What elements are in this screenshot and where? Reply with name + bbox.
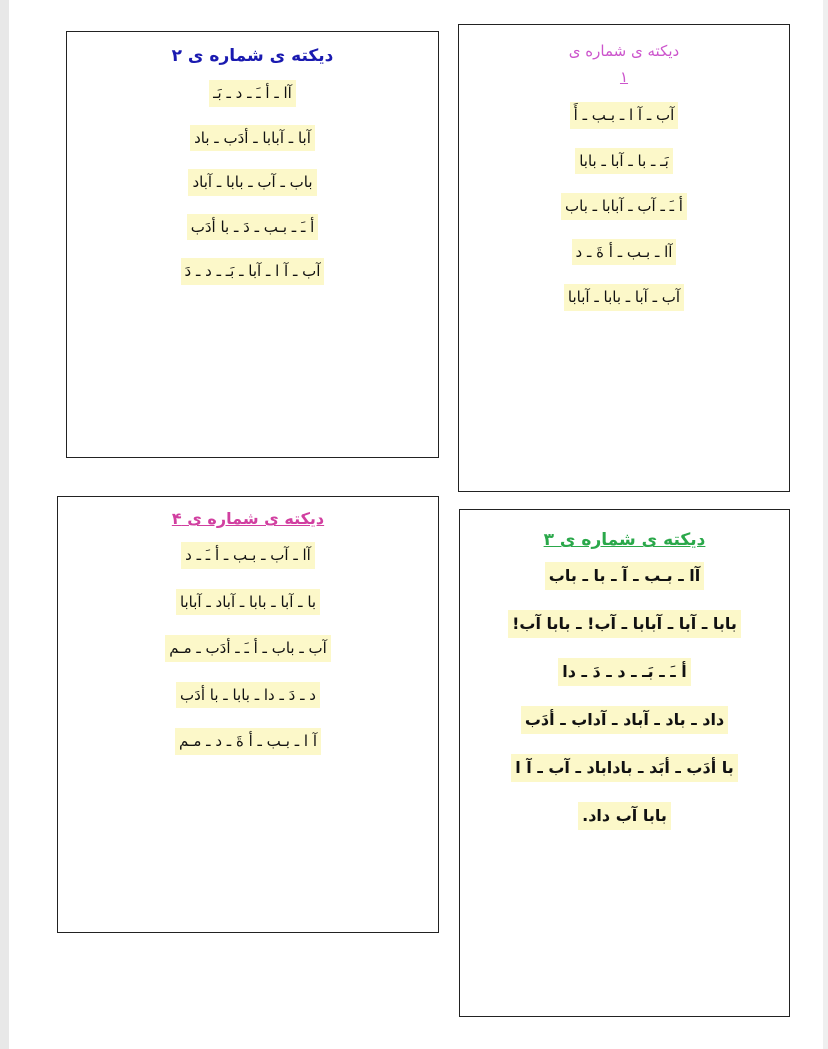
dictation-line xyxy=(79,125,426,152)
page-left-edge xyxy=(0,0,9,1049)
dictation-line xyxy=(471,148,777,175)
dictation-line-text: با ـ آبا ـ بابا ـ آباد ـ آبابا xyxy=(176,589,320,616)
dictation-3-heading-text: دیکته ی شماره ی ۳ xyxy=(543,530,706,550)
dictation-line-text: بَـ ـ با ـ آبا ـ بابا xyxy=(575,148,673,175)
dictation-line-text: داد ـ باد ـ آباد ـ آداب ـ أدَب xyxy=(521,706,728,734)
dictation-line-text: آا ـ آب ـ بـب ـ أ ـَ ـ د xyxy=(181,542,315,569)
dictation-line xyxy=(472,754,777,782)
dictation-3-lines xyxy=(460,562,789,830)
dictation-line-text: أ ـَ ـ بـب ـ دَ ـ با أدَب xyxy=(187,214,319,241)
dictation-4-heading-text: دیکته ی شماره ی ۴ xyxy=(171,509,325,528)
dictation-line xyxy=(472,658,777,686)
dictation-line xyxy=(79,258,426,285)
dictation-line-text: آب ـ آبا ـ بابا ـ آبابا xyxy=(564,284,684,311)
dictation-1-lines xyxy=(459,102,789,311)
dictation-line xyxy=(472,610,777,638)
dictation-line xyxy=(79,169,426,196)
dictation-line xyxy=(70,542,426,569)
dictation-line xyxy=(472,802,777,830)
dictation-3-heading xyxy=(460,530,789,550)
dictation-line-text: آب ـ آ ا ـ بـب ـ أَ xyxy=(570,102,679,129)
dictation-2-heading-text: دیکته ی شماره ی ۲ xyxy=(171,46,334,66)
dictation-card-3 xyxy=(459,509,790,1017)
dictation-line xyxy=(471,284,777,311)
dictation-line-text: آا ـ أ ـَ ـ د ـ بَـ xyxy=(209,80,296,107)
dictation-line-text: آا ـ بـب ـ أ ةَ ـ د xyxy=(572,239,677,266)
dictation-line-text: بابا آب داد. xyxy=(578,802,671,830)
dictation-line xyxy=(472,562,777,590)
dictation-line-text: أ ـَ ـ بَـ ـ د ـ دَ ـ دا xyxy=(558,658,691,686)
dictation-1-heading-number: ۱ xyxy=(619,68,629,86)
page-right-edge xyxy=(823,0,828,1049)
dictation-line-text: د ـ دَ ـ دا ـ بابا ـ با أدَب xyxy=(176,682,320,709)
dictation-line xyxy=(79,80,426,107)
dictation-line xyxy=(471,239,777,266)
dictation-line xyxy=(70,682,426,709)
dictation-line-text: با أدَب ـ أبَد ـ باداباد ـ آب ـ آ ا xyxy=(511,754,738,782)
dictation-line xyxy=(79,214,426,241)
dictation-4-heading xyxy=(58,509,438,528)
dictation-4-lines xyxy=(58,542,438,755)
dictation-line xyxy=(471,102,777,129)
dictation-line xyxy=(471,193,777,220)
dictation-card-4 xyxy=(57,496,439,933)
dictation-2-heading xyxy=(67,46,438,66)
dictation-line-text: أ ـَ ـ آب ـ آبابا ـ باب xyxy=(561,193,687,220)
dictation-line xyxy=(70,728,426,755)
dictation-line xyxy=(70,589,426,616)
dictation-line-text: باب ـ آب ـ بابا ـ آباد xyxy=(188,169,316,196)
dictation-line-text: آ ا ـ بـب ـ أ ةَ ـ د ـ مـم xyxy=(175,728,321,755)
dictation-line-text: آب ـ باب ـ أ ـَ ـ أدَب ـ مـم xyxy=(165,635,331,662)
dictation-line xyxy=(472,706,777,734)
dictation-1-heading xyxy=(459,42,789,60)
dictation-line-text: آبا ـ آبابا ـ أدَب ـ باد xyxy=(190,125,315,152)
dictation-2-lines xyxy=(67,80,438,285)
dictation-line-text: آا ـ بـب ـ آ ـ با ـ باب xyxy=(545,562,704,590)
dictation-card-2 xyxy=(66,31,439,458)
dictation-line-text: آب ـ آ ا ـ آبا ـ بَـ ـ د ـ دَ xyxy=(181,258,325,285)
dictation-line-text: بابا ـ آبا ـ آبابا ـ آب! ـ بابا آب! xyxy=(508,610,741,638)
dictation-card-1 xyxy=(458,24,790,492)
dictation-line xyxy=(70,635,426,662)
dictation-1-heading-text: دیکته ی شماره ی xyxy=(568,42,680,60)
